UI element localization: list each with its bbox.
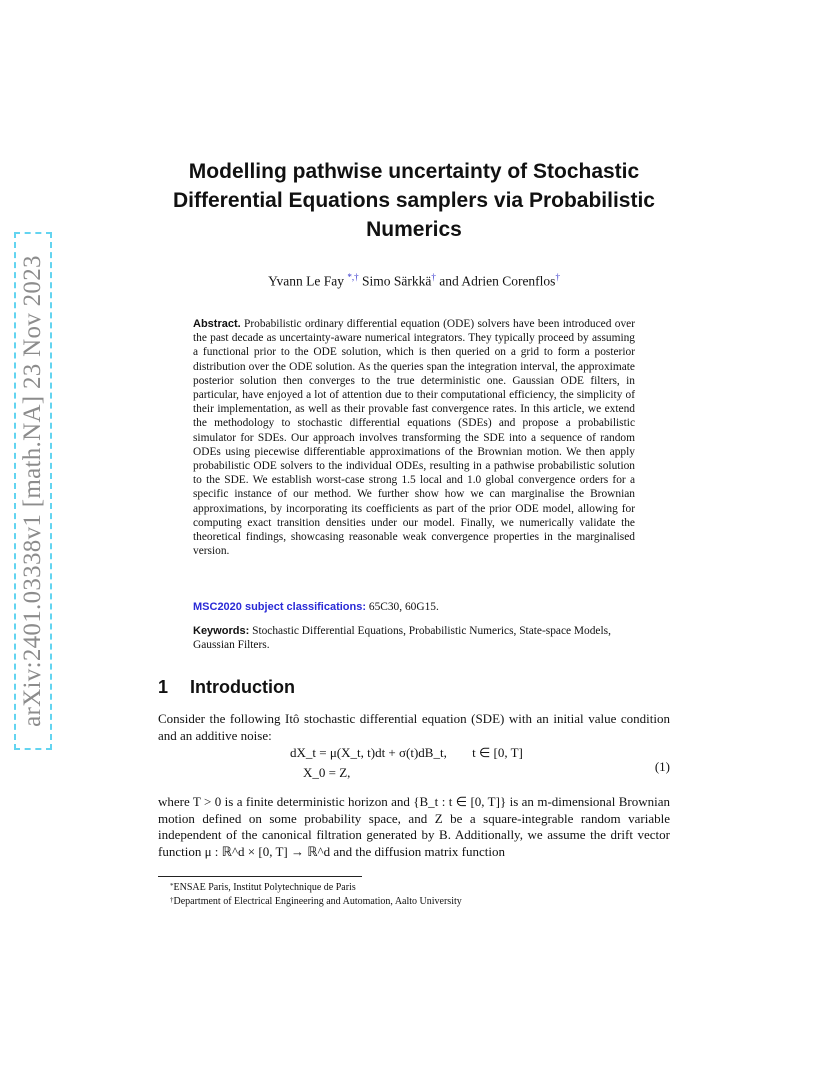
footnote-text: ENSAE Paris, Institut Polytechnique de Paris — [173, 882, 356, 893]
section-number: 1 — [158, 677, 169, 697]
author-name: Simo Särkkä — [361, 273, 432, 289]
body-paragraph: Consider the following Itô stochastic differential equation (SDE) with an initial value condition and an additive noise: — [158, 711, 670, 743]
msc-value: 65C30, 60G15. — [368, 601, 439, 613]
msc-classifications — [193, 601, 635, 613]
abstract-label: Abstract. — [193, 318, 241, 330]
msc-label-link[interactable]: MSC2020 subject classifications: — [193, 601, 367, 613]
paper-title: Modelling pathwise uncertainty of Stochastic Differential Equations samplers via Probabilistic Numerics — [173, 160, 655, 241]
author-name: Adrien Corenflos — [461, 273, 556, 289]
equation-number: (1) — [654, 759, 670, 774]
keywords-label: Keywords: — [193, 625, 250, 637]
keywords — [193, 624, 635, 652]
abstract — [193, 317, 635, 558]
author-affiliation-mark[interactable]: *,† — [347, 272, 359, 282]
footnote — [170, 881, 670, 894]
abstract-text: Probabilistic ordinary differential equation (ODE) solvers have been introduced over the past decade as uncertainty-aware numerical integrators. They typically proceed by assuming a functional prior to the ODE solution, which is then queried on a grid to form a posterior distribution over the ODE solution. As the queries span the integration interval, the approximate posterior solution then converges to the true deterministic one. Gaussian ODE filters, in particular, have enjoyed a lot of attention due to their computational efficiency, the simplicity of their implementation, as well as their provable fast convergence rates. In this article, we extend the methodology to stochastic differential equations (SDEs) and propose a probabilistic simulator for SDEs. Our approach involves transforming the SDE into a sequence of random ODEs using piecewise differentiable approximations of the Brownian motion. We then apply probabilistic ODE solvers to the individual ODEs, resulting in a pathwise probabilistic solution to the SDE. We establish worst-case strong 1.5 local and 1.0 global convergence orders for a specific instance of our method. We further show how we can marginalise the Brownian approximations, by incorporating its coefficients as part of the prior ODE model, allowing for computing exact transition densities under our model. Finally, we numerically validate the theoretical findings, showcasing reasonable weak convergence properties in the marginalised version. — [193, 318, 635, 558]
footnote-mark: † — [170, 896, 174, 904]
equation-block — [290, 745, 670, 785]
author-list — [150, 272, 678, 290]
section-heading — [158, 677, 295, 698]
author-name: Yvann Le Fay — [268, 273, 344, 289]
equation-line: dX_t = μ(X_t, t)dt + σ(t)dB_t, — [290, 745, 447, 760]
equation-line: X_0 = Z, — [303, 765, 351, 780]
footnote-mark: * — [170, 882, 174, 890]
section-title: Introduction — [190, 677, 295, 697]
footnote-text: Department of Electrical Engineering and Automation, Aalto University — [173, 896, 462, 907]
author-affiliation-mark[interactable]: † — [431, 272, 436, 282]
arxiv-identifier: arXiv:2401.03338v1 [math.NA] 23 Nov 2023 — [19, 255, 46, 727]
author-separator: and — [435, 273, 462, 289]
equation-condition: t ∈ [0, T] — [472, 745, 523, 760]
author-affiliation-mark[interactable]: † — [555, 272, 560, 282]
body-paragraph: where T > 0 is a finite deterministic horizon and {B_t : t ∈ [0, T]} is an m-dimensional Brownian motion defined on some probability space, and Z be a square-integrable random variable independent of the canonical filtration generated by B. Additionally, we assume the drift vector function μ : ℝ^d × [0, T] → ℝ^d and the diffusion matrix function — [158, 794, 670, 859]
keywords-value: Stochastic Differential Equations, Probabilistic Numerics, State-space Models, Gaussian Filters. — [193, 625, 611, 652]
footnote — [170, 895, 670, 908]
footnote-divider — [158, 876, 362, 877]
